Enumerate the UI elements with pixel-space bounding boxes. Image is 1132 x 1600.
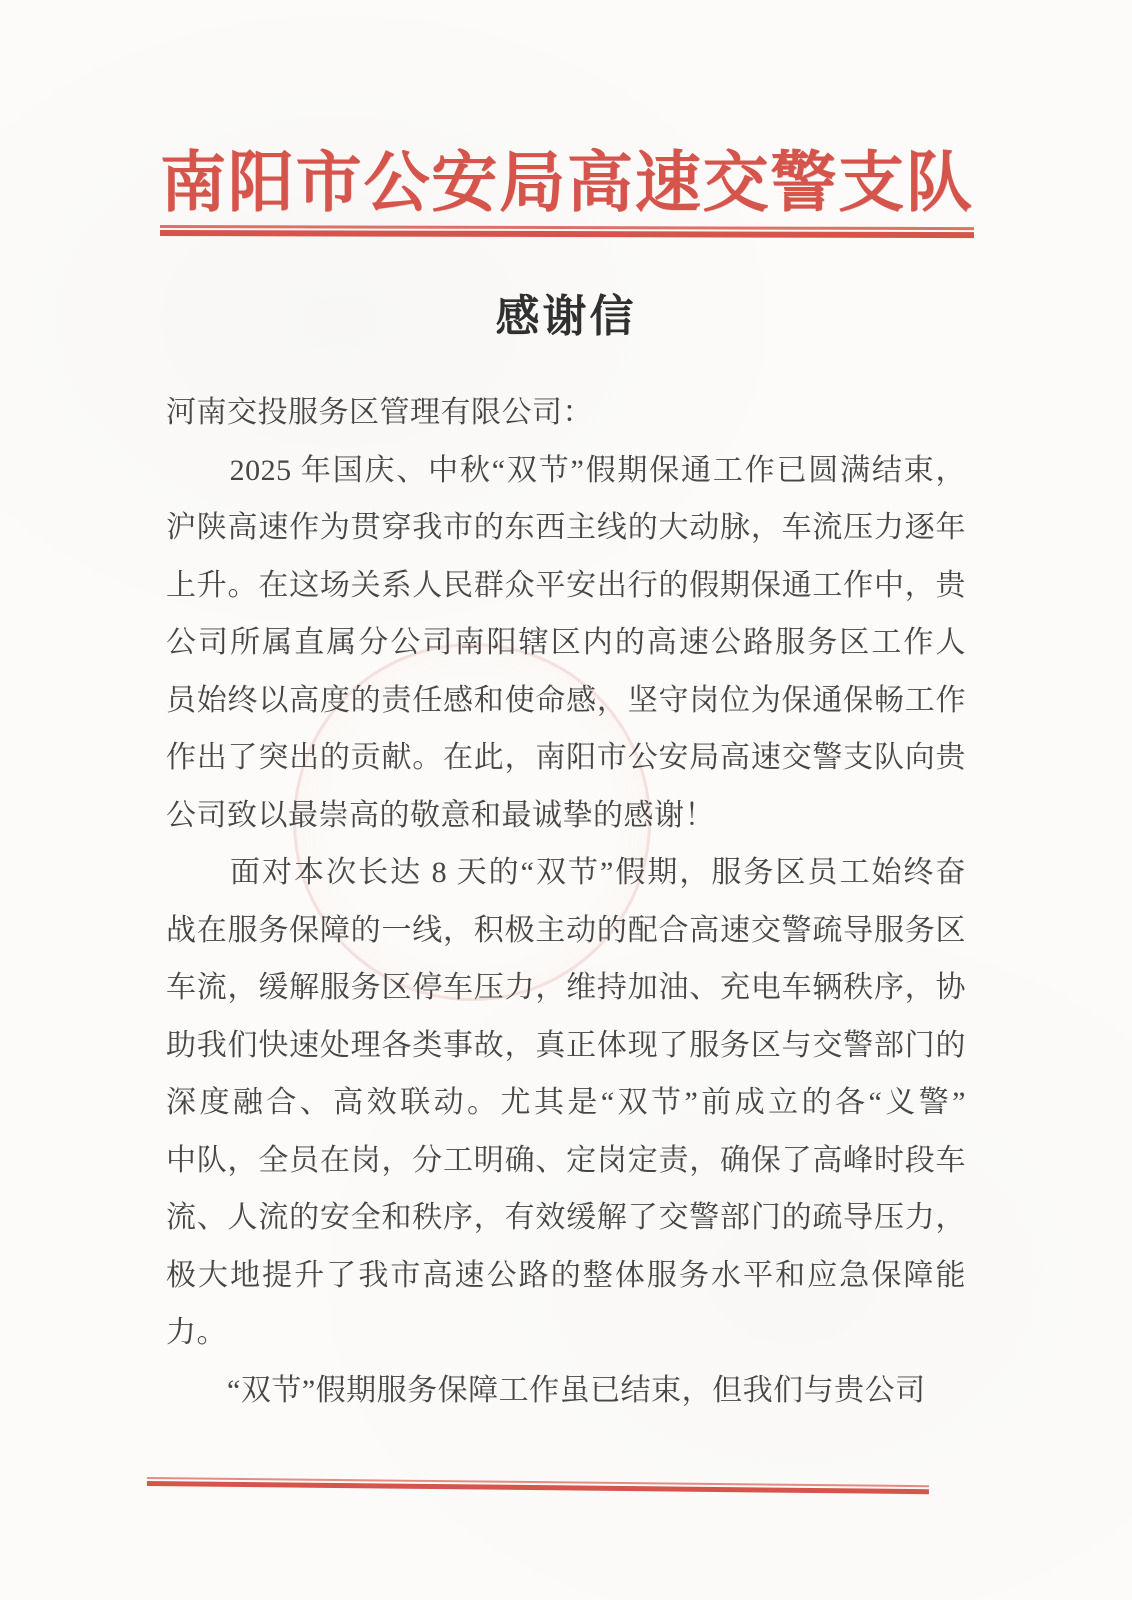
body-line: 助我们快速处理各类事故，真正体现了服务区与交警部门的: [166, 1028, 966, 1062]
letterhead-org-title: 南阳市公安局高速交警支队: [160, 147, 972, 220]
letterhead-rule-thick: [160, 230, 974, 238]
body-line: 车流，缓解服务区停车压力，维持加油、充电车辆秩序，协: [166, 971, 966, 1004]
body-line: 力。: [166, 1316, 227, 1349]
salutation-line: 河南交投服务区管理有限公司：: [166, 396, 593, 429]
body-line: 公司所属直属分公司南阳辖区内的高速公路服务区工作人: [166, 626, 966, 659]
body-line: 中队，全员在岗，分工明确、定岗定责，确保了高峰时段车: [166, 1143, 966, 1177]
body-line: 面对本次长达 8 天的“双节”假期，服务区员工始终奋: [166, 856, 966, 889]
body-line: 流、人流的安全和秩序，有效缓解了交警部门的疏导压力，: [166, 1201, 966, 1234]
body-line: 沪陕高速作为贯穿我市的东西主线的大动脉，车流压力逐年: [166, 511, 966, 544]
body-line: 2025 年国庆、中秋“双节”假期保通工作已圆满结束，: [166, 453, 966, 487]
letterhead-double-rule: [160, 225, 974, 238]
body-line: 员始终以高度的责任感和使命感，坚守岗位为保通保畅工作: [166, 683, 966, 717]
body-line: 战在服务保障的一线，积极主动的配合高速交警疏导服务区: [166, 913, 966, 947]
body-line: “双节”假期服务保障工作虽已结束，但我们与贵公司: [166, 1373, 926, 1407]
body-line: 作出了突出的贡献。在此，南阳市公安局高速交警支队向贵: [166, 741, 966, 774]
letter-body: [166, 384, 966, 1419]
body-line: 深度融合、高效联动。尤其是“双节”前成立的各“义警”: [166, 1086, 966, 1119]
letter-title: 感谢信: [495, 292, 637, 341]
body-line: 极大地提升了我市高速公路的整体服务水平和应急保障能: [166, 1258, 966, 1292]
body-line: 上升。在这场关系人民群众平安出行的假期保通工作中，贵: [166, 568, 966, 602]
footer-double-rule: [147, 1477, 929, 1494]
body-line: 公司致以最崇高的敬意和最诚挚的感谢！: [166, 798, 715, 832]
